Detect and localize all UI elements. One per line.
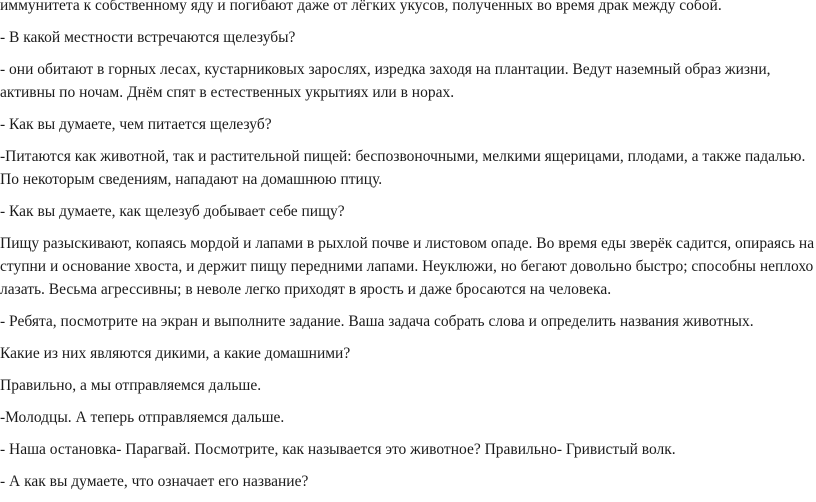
paragraph-paraguay-stop: - Наша остановка- Парагвай. Посмотрите, как называется это животное? Правильно- Гривистый волк. bbox=[0, 441, 676, 458]
question-wild-domestic: Какие из них являются дикими, а какие домашними? bbox=[0, 345, 351, 362]
question-name-meaning: - А как вы думаете, что означает его название? bbox=[0, 473, 309, 490]
question-diet: - Как вы думаете, чем питается щелезуб? bbox=[0, 116, 272, 133]
question-foraging: - Как вы думаете, как щелезуб добывает себе пищу? bbox=[0, 203, 345, 220]
paragraph-correct-move-on: Правильно, а мы отправляемся дальше. bbox=[0, 377, 262, 394]
answer-habitat: - они обитают в горных лесах, кустарниковых зарослях, изредка заходя на плантации. Ведут наземный образ жизни, активны по ночам. Днём спят в естественных укрытиях или в норах. bbox=[0, 61, 771, 101]
paragraph-well-done: -Молодцы. А теперь отправляемся дальше. bbox=[0, 409, 285, 426]
answer-foraging: Пищу разыскивают, копаясь мордой и лапами в рыхлой почве и листовом опаде. Во время еды зверёк садится, опираясь на ступни и основание хвоста, и держит пищу передними лапами. Неуклюжи, но бегают довольно быстро; способны неплохо лазать. Весьма агрессивны; в неволе легко приходят в ярость и даже бросаются на человека. bbox=[0, 235, 815, 298]
task-instruction: - Ребята, посмотрите на экран и выполните задание. Ваша задача собрать слова и определить названия животных. bbox=[0, 313, 754, 330]
question-habitat: - В какой местности встречаются щелезубы? bbox=[0, 29, 296, 46]
paragraph-immunity: иммунитета к собственному яду и погибают даже от лёгких укусов, полученных во время драк между собой. bbox=[0, 0, 722, 14]
answer-diet: -Питаются как животной, так и растительной пищей: беспозвоночными, мелкими ящерицами, плодами, а также падалью. По некоторым сведениям, нападают на домашнюю птицу. bbox=[0, 148, 806, 188]
